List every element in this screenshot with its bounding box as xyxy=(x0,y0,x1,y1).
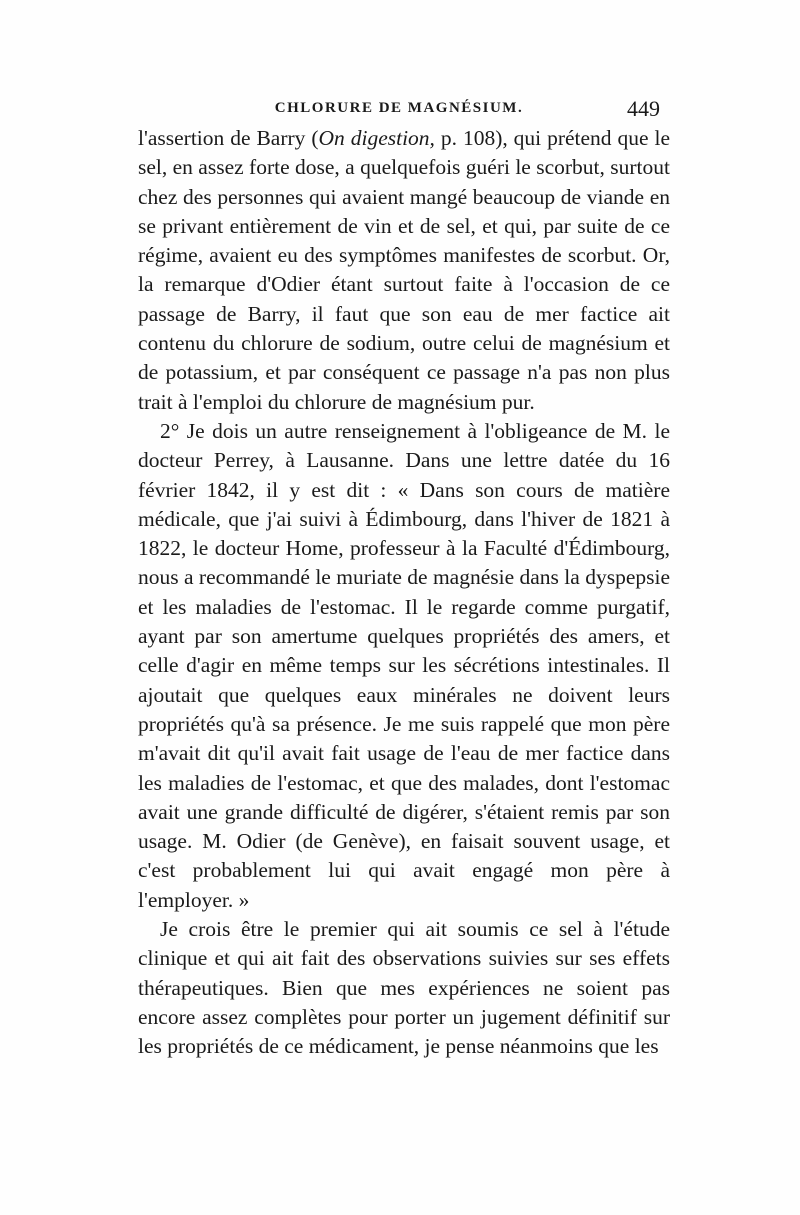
book-title-italic: On digestion, xyxy=(318,126,435,150)
paragraph-2: 2° Je dois un autre renseignement à l'obligeance de M. le docteur Perrey, à Lausanne. Dans une lettre datée du 16 février 1842, il y est dit : « Dans son cours de matière médicale, que j'ai suivi à Édimbourg, dans l'hiver de 1821 à 1822, le docteur Home, professeur à la Faculté d'Édimbourg, nous a recommandé le muriate de magnésie dans la dyspepsie et les maladies de l'estomac. Il le regarde comme purgatif, ayant par son amertume quelques propriétés des amers, et celle d'agir en même temps sur les sécrétions intestinales. Il ajoutait que quelques eaux minérales ne doivent leurs propriétés qu'à sa présence. Je me suis rappelé que mon père m'avait dit qu'il avait fait usage de l'eau de mer factice dans les maladies de l'estomac, et que des malades, dont l'estomac avait une grande difficulté de digérer, s'étaient remis par son usage. M. Odier (de Genève), en faisait souvent usage, et c'est probablement lui qui avait engagé mon père à l'employer. » xyxy=(138,418,670,912)
body-text xyxy=(138,124,670,1062)
running-title: CHLORURE DE MAGNÉSIUM. xyxy=(274,100,524,116)
paragraph-1-rest: p. 108), qui prétend que le sel, en assez forte dose, a quelquefois guéri le scorbut, surtout chez des personnes qui avaient mangé beaucoup de viande en se privant entièrement de vin et de sel, et qui, par suite de ce régime, avaient eu des symptômes manifestes de scorbut. Or, la remarque d'Odier étant surtout faite à l'occasion de ce passage de Barry, il faut que son eau de mer factice ait contenu du chlorure de sodium, outre celui de magnésium et de potassium, et par conséquent ce passage n'a pas non plus trait à l'emploi du chlorure de magnésium pur. xyxy=(138,126,670,414)
paragraph-3: Je crois être le premier qui ait soumis ce sel à l'étude clinique et qui ait fait des observations suivies sur ses effets thérapeutiques. Bien que mes expériences ne soient pas encore assez complètes pour porter un jugement définitif sur les propriétés de ce médicament, je pense néanmoins que les xyxy=(138,917,670,1059)
page-number: 449 xyxy=(627,96,660,121)
paragraph-1-start: l'assertion de Barry ( xyxy=(138,126,319,150)
paragraph-1 xyxy=(138,124,670,417)
running-head xyxy=(138,96,660,126)
